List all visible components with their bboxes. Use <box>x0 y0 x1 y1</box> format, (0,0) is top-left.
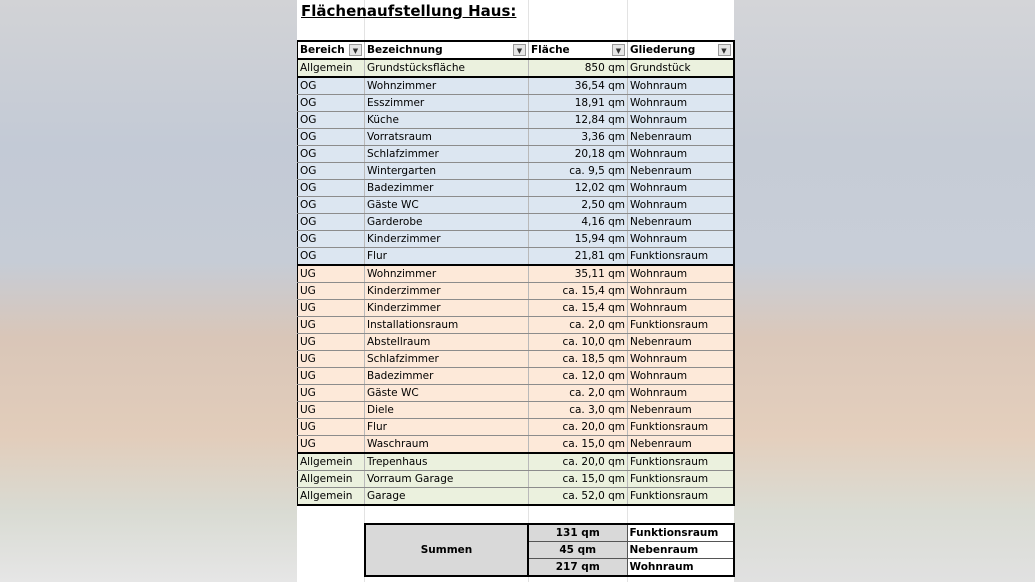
cell-gliederung[interactable]: Funktionsraum <box>628 488 734 506</box>
cell-flaeche[interactable]: ca. 52,0 qm <box>529 488 628 506</box>
cell-gliederung[interactable]: Wohnraum <box>628 197 734 214</box>
table-row <box>298 265 734 283</box>
table-row <box>298 436 734 454</box>
cell-flaeche[interactable]: ca. 15,0 qm <box>529 436 628 454</box>
table-row <box>298 368 734 385</box>
table-row <box>298 180 734 197</box>
cell-flaeche[interactable]: ca. 12,0 qm <box>529 368 628 385</box>
table-row <box>298 248 734 266</box>
table-row <box>298 385 734 402</box>
header-gliederung[interactable] <box>628 41 734 59</box>
cell-bereich[interactable]: UG <box>298 351 365 368</box>
summary-category: Nebenraum <box>627 542 734 559</box>
cell-flaeche[interactable]: ca. 2,0 qm <box>529 385 628 402</box>
cell-flaeche[interactable]: ca. 3,0 qm <box>529 402 628 419</box>
cell-bereich[interactable]: OG <box>298 77 365 95</box>
cell-bezeichnung[interactable]: Kinderzimmer <box>365 300 529 317</box>
cell-bezeichnung[interactable]: Kinderzimmer <box>365 283 529 300</box>
header-label: Gliederung <box>630 44 696 56</box>
summary-category: Funktionsraum <box>627 524 734 542</box>
summary-label: Summen <box>365 524 528 576</box>
table-row <box>298 419 734 436</box>
table-row <box>298 112 734 129</box>
cell-bezeichnung[interactable]: Schlafzimmer <box>365 146 529 163</box>
cell-bereich[interactable]: UG <box>298 368 365 385</box>
cell-bereich[interactable]: OG <box>298 95 365 112</box>
cell-flaeche[interactable]: ca. 15,0 qm <box>529 471 628 488</box>
cell-bezeichnung[interactable]: Wohnzimmer <box>365 265 529 283</box>
header-bereich[interactable] <box>298 41 365 59</box>
table-row <box>298 146 734 163</box>
table-row <box>298 351 734 368</box>
background-right <box>734 0 1035 582</box>
cell-gliederung[interactable]: Funktionsraum <box>628 248 734 266</box>
cell-gliederung[interactable]: Nebenraum <box>628 163 734 180</box>
cell-bereich[interactable]: UG <box>298 436 365 454</box>
cell-bereich[interactable]: UG <box>298 265 365 283</box>
cell-bezeichnung[interactable]: Gäste WC <box>365 197 529 214</box>
cell-gliederung[interactable]: Wohnraum <box>628 146 734 163</box>
summary-value: 45 qm <box>528 542 627 559</box>
cell-gliederung[interactable]: Nebenraum <box>628 214 734 231</box>
cell-bereich[interactable]: UG <box>298 385 365 402</box>
cell-bereich[interactable]: OG <box>298 180 365 197</box>
cell-gliederung[interactable]: Wohnraum <box>628 180 734 197</box>
cell-flaeche[interactable]: ca. 9,5 qm <box>529 163 628 180</box>
cell-flaeche[interactable]: ca. 20,0 qm <box>529 453 628 471</box>
cell-bezeichnung[interactable]: Flur <box>365 419 529 436</box>
cell-bezeichnung[interactable]: Gäste WC <box>365 385 529 402</box>
cell-flaeche[interactable]: 36,54 qm <box>529 77 628 95</box>
cell-bezeichnung[interactable]: Garage <box>365 488 529 506</box>
cell-bereich[interactable]: Allgemein <box>298 471 365 488</box>
dropdown-arrow-icon[interactable]: ▼ <box>612 44 625 56</box>
cell-gliederung[interactable]: Wohnraum <box>628 368 734 385</box>
page-title: Flächenaufstellung Haus: <box>301 2 517 20</box>
cell-gliederung[interactable]: Wohnraum <box>628 231 734 248</box>
cell-gliederung[interactable]: Wohnraum <box>628 95 734 112</box>
table-row <box>298 129 734 146</box>
summary-value: 217 qm <box>528 559 627 577</box>
cell-bezeichnung[interactable]: Kinderzimmer <box>365 231 529 248</box>
table-row <box>298 77 734 95</box>
header-bezeichnung[interactable] <box>365 41 529 59</box>
cell-gliederung[interactable]: Wohnraum <box>628 112 734 129</box>
cell-bereich[interactable]: OG <box>298 146 365 163</box>
cell-bezeichnung[interactable]: Esszimmer <box>365 95 529 112</box>
area-table <box>297 40 735 506</box>
cell-flaeche[interactable]: 2,50 qm <box>529 197 628 214</box>
cell-bereich[interactable]: UG <box>298 334 365 351</box>
cell-flaeche[interactable]: 3,36 qm <box>529 129 628 146</box>
cell-flaeche[interactable]: 20,18 qm <box>529 146 628 163</box>
cell-gliederung[interactable]: Nebenraum <box>628 334 734 351</box>
cell-gliederung[interactable]: Wohnraum <box>628 77 734 95</box>
table-row <box>298 214 734 231</box>
cell-flaeche[interactable]: 21,81 qm <box>529 248 628 266</box>
table-header-row <box>298 41 734 59</box>
table-row <box>298 283 734 300</box>
cell-flaeche[interactable]: 15,94 qm <box>529 231 628 248</box>
dropdown-arrow-icon[interactable]: ▼ <box>349 44 362 56</box>
cell-flaeche[interactable]: 18,91 qm <box>529 95 628 112</box>
cell-bezeichnung[interactable]: Installationsraum <box>365 317 529 334</box>
table-row <box>298 300 734 317</box>
cell-flaeche[interactable]: ca. 18,5 qm <box>529 351 628 368</box>
table-row <box>298 197 734 214</box>
cell-gliederung[interactable]: Wohnraum <box>628 385 734 402</box>
cell-bereich[interactable]: UG <box>298 300 365 317</box>
cell-bereich[interactable]: OG <box>298 129 365 146</box>
cell-flaeche[interactable]: 850 qm <box>529 59 628 77</box>
cell-gliederung[interactable]: Nebenraum <box>628 436 734 454</box>
cell-bezeichnung[interactable]: Diele <box>365 402 529 419</box>
cell-bezeichnung[interactable]: Wohnzimmer <box>365 77 529 95</box>
cell-flaeche[interactable]: ca. 10,0 qm <box>529 334 628 351</box>
spreadsheet <box>297 0 734 582</box>
cell-bereich[interactable]: OG <box>298 231 365 248</box>
cell-gliederung[interactable]: Wohnraum <box>628 265 734 283</box>
table-row <box>298 95 734 112</box>
cell-gliederung[interactable]: Funktionsraum <box>628 317 734 334</box>
cell-bezeichnung[interactable]: Flur <box>365 248 529 266</box>
dropdown-arrow-icon[interactable]: ▼ <box>513 44 526 56</box>
table-row <box>298 402 734 419</box>
background-left <box>0 0 297 582</box>
cell-gliederung[interactable]: Funktionsraum <box>628 471 734 488</box>
cell-gliederung[interactable]: Wohnraum <box>628 300 734 317</box>
header-flaeche[interactable] <box>529 41 628 59</box>
table-row <box>298 471 734 488</box>
cell-bereich[interactable]: OG <box>298 248 365 266</box>
cell-flaeche[interactable]: ca. 2,0 qm <box>529 317 628 334</box>
cell-gliederung[interactable]: Grundstück <box>628 59 734 77</box>
table-row <box>298 59 734 77</box>
cell-gliederung[interactable]: Funktionsraum <box>628 419 734 436</box>
cell-bezeichnung[interactable]: Küche <box>365 112 529 129</box>
header-label: Bezeichnung <box>367 44 443 56</box>
cell-bezeichnung[interactable]: Badezimmer <box>365 180 529 197</box>
cell-bereich[interactable]: UG <box>298 419 365 436</box>
table-row <box>298 453 734 471</box>
cell-bezeichnung[interactable]: Waschraum <box>365 436 529 454</box>
cell-gliederung[interactable]: Nebenraum <box>628 129 734 146</box>
cell-bezeichnung[interactable]: Vorratsraum <box>365 129 529 146</box>
cell-bereich[interactable]: OG <box>298 112 365 129</box>
cell-bezeichnung[interactable]: Grundstücksfläche <box>365 59 529 77</box>
table-row <box>298 163 734 180</box>
cell-bezeichnung[interactable]: Vorraum Garage <box>365 471 529 488</box>
table-row <box>298 334 734 351</box>
table-row <box>298 231 734 248</box>
cell-flaeche[interactable]: 4,16 qm <box>529 214 628 231</box>
cell-flaeche[interactable]: ca. 20,0 qm <box>529 419 628 436</box>
cell-gliederung[interactable]: Wohnraum <box>628 283 734 300</box>
cell-bezeichnung[interactable]: Schlafzimmer <box>365 351 529 368</box>
cell-bereich[interactable]: UG <box>298 317 365 334</box>
table-row <box>298 488 734 506</box>
cell-bereich[interactable]: Allgemein <box>298 488 365 506</box>
summary-row <box>365 524 734 542</box>
header-label: Fläche <box>531 44 570 56</box>
summary-table <box>364 523 735 577</box>
cell-flaeche[interactable]: 35,11 qm <box>529 265 628 283</box>
cell-bereich[interactable]: UG <box>298 283 365 300</box>
cell-bereich[interactable]: Allgemein <box>298 59 365 77</box>
cell-bezeichnung[interactable]: Wintergarten <box>365 163 529 180</box>
cell-bereich[interactable]: UG <box>298 402 365 419</box>
cell-bezeichnung[interactable]: Trepenhaus <box>365 453 529 471</box>
cell-bereich[interactable]: Allgemein <box>298 453 365 471</box>
cell-gliederung[interactable]: Nebenraum <box>628 402 734 419</box>
cell-bezeichnung[interactable]: Badezimmer <box>365 368 529 385</box>
summary-category: Wohnraum <box>627 559 734 577</box>
cell-flaeche[interactable]: 12,84 qm <box>529 112 628 129</box>
cell-gliederung[interactable]: Wohnraum <box>628 351 734 368</box>
dropdown-arrow-icon[interactable]: ▼ <box>718 44 731 56</box>
cell-flaeche[interactable]: ca. 15,4 qm <box>529 300 628 317</box>
cell-bezeichnung[interactable]: Abstellraum <box>365 334 529 351</box>
header-label: Bereich <box>300 44 345 56</box>
cell-bereich[interactable]: OG <box>298 214 365 231</box>
summary-value: 131 qm <box>528 524 627 542</box>
cell-flaeche[interactable]: 12,02 qm <box>529 180 628 197</box>
table-row <box>298 317 734 334</box>
cell-bereich[interactable]: OG <box>298 197 365 214</box>
cell-bereich[interactable]: OG <box>298 163 365 180</box>
cell-flaeche[interactable]: ca. 15,4 qm <box>529 283 628 300</box>
cell-bezeichnung[interactable]: Garderobe <box>365 214 529 231</box>
cell-gliederung[interactable]: Funktionsraum <box>628 453 734 471</box>
